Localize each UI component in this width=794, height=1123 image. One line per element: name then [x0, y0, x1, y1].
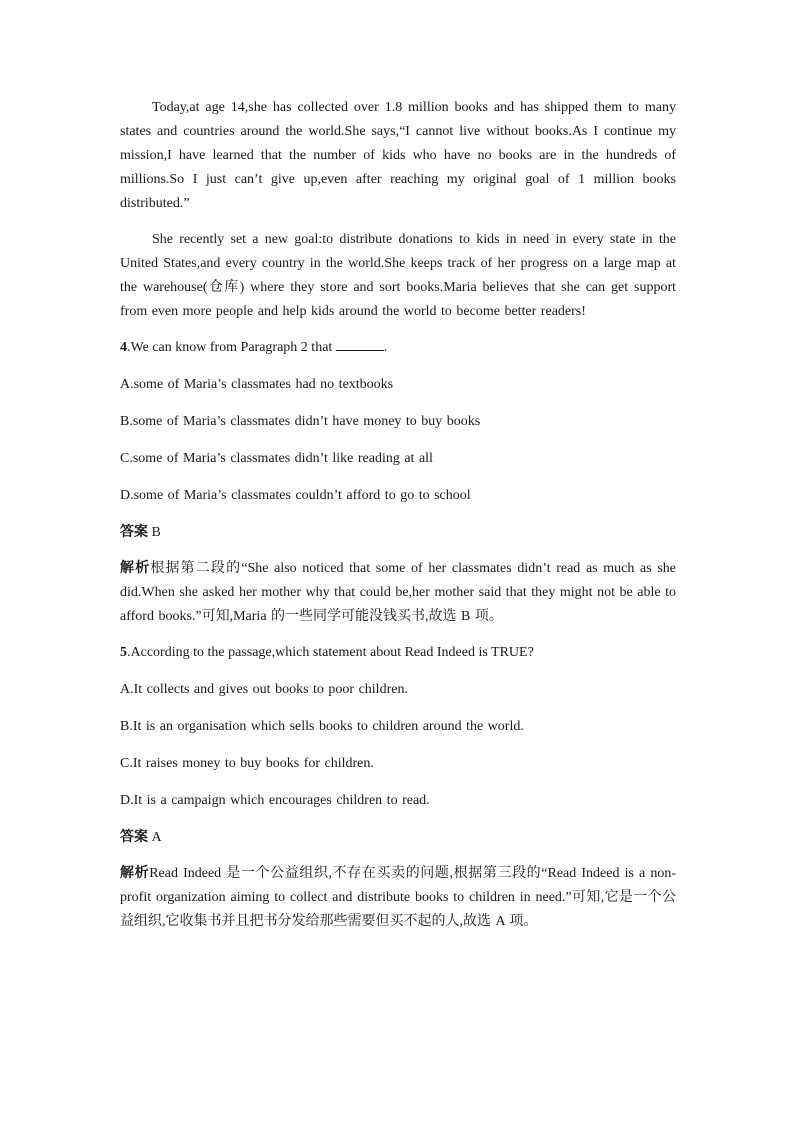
question-4 — [120, 336, 676, 629]
answer-value: B — [151, 525, 161, 540]
question-number: 5 — [120, 645, 127, 660]
question-stem-suffix: . — [383, 340, 388, 355]
question-stem-text: .According to the passage,which statement about Read Indeed is TRUE? — [127, 645, 534, 660]
option-a: A.It collects and gives out books to poor children. — [120, 682, 408, 697]
analysis-label: 解析 — [120, 866, 150, 881]
question-number: 4 — [120, 340, 127, 355]
answer-blank — [336, 336, 384, 351]
answer-line — [120, 521, 676, 545]
answer-value: A — [151, 830, 162, 845]
question-stem — [120, 641, 676, 665]
option-b: B.some of Maria’s classmates didn’t have money to buy books — [120, 414, 481, 429]
question-5 — [120, 641, 676, 934]
passage-paragraph-1: Today,at age 14,she has collected over 1.8 million books and has shipped them to many states and countries around the world.She says,“I cannot live without books.As I continue my mission,I have learned that the number of kids who have no books are in the hundreds of millions.So I just can’t give up,even after reaching my original goal of 1 million books distributed.” — [120, 100, 676, 211]
analysis-paragraph — [120, 557, 676, 629]
answer-label: 答案 — [120, 525, 148, 540]
option-d: D.some of Maria’s classmates couldn’t afford to go to school — [120, 488, 471, 503]
option-c: C.It raises money to buy books for children. — [120, 756, 374, 771]
option-a: A.some of Maria’s classmates had no textbooks — [120, 377, 394, 392]
option-b: B.It is an organisation which sells books to children around the world. — [120, 719, 524, 734]
option-c: C.some of Maria’s classmates didn’t like reading at all — [120, 451, 433, 466]
answer-label: 答案 — [120, 830, 148, 845]
analysis-text: 根据第二段的“She also noticed that some of her classmates didn’t read as much as she did.When she asked her mother why that could be,her mother said that they might not be able to afford books.”可知,Maria 的一些同学可能没钱买书,故选 B 项。 — [120, 561, 677, 624]
passage-paragraph-2: She recently set a new goal:to distribute donations to kids in need in every state in the United States,and every country in the world.She keeps track of her progress on a large map at the warehouse(仓库) where they store and sort books.Maria believes that she can get support from even more people and help kids around the world to become better readers! — [120, 232, 676, 319]
question-stem — [120, 336, 676, 360]
answer-line — [120, 826, 676, 850]
document-page — [120, 96, 676, 946]
analysis-text: Read Indeed 是一个公益组织,不存在买卖的问题,根据第三段的“Read Indeed is a non-profit organization aiming to collect and distribute books to children in need.”可知,它是一个公益组织,它收集书并且把书分发给那些需要但买不起的人,故选 A 项。 — [120, 866, 676, 929]
analysis-paragraph — [120, 862, 676, 934]
analysis-label: 解析 — [120, 561, 151, 576]
option-d: D.It is a campaign which encourages children to read. — [120, 793, 430, 808]
question-stem-text: .We can know from Paragraph 2 that — [127, 340, 333, 355]
